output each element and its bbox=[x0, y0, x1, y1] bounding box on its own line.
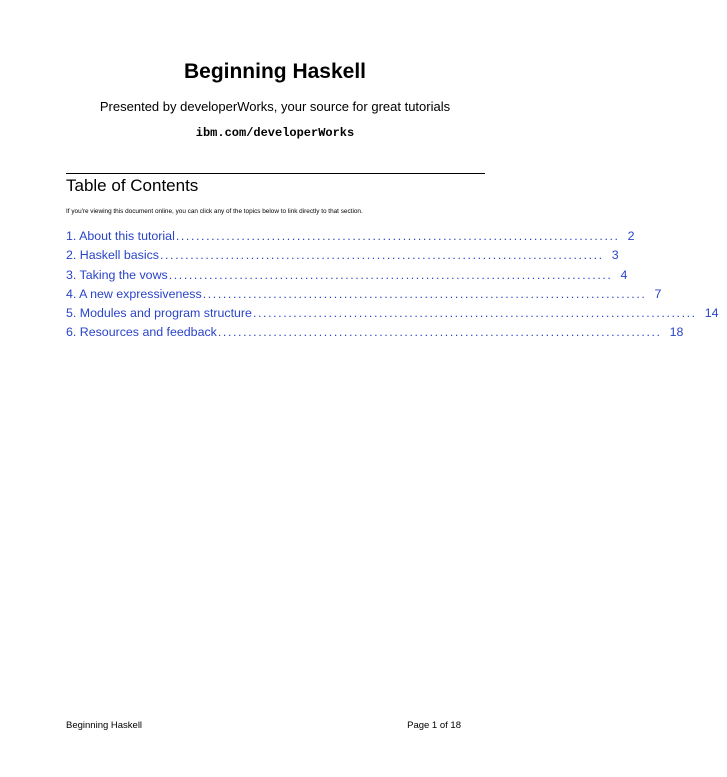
toc-leader-dots: ........................................................................................ bbox=[202, 286, 647, 301]
document-title: Beginning Haskell bbox=[183, 60, 367, 83]
toc-item-page: 4 bbox=[620, 267, 628, 282]
toc-item-page: 3 bbox=[611, 248, 619, 263]
toc-leader-dots: ........................................................................................ bbox=[217, 325, 662, 340]
toc-heading: Table of Contents bbox=[66, 176, 199, 195]
toc-link-about-this-tutorial[interactable] bbox=[66, 229, 635, 248]
toc-item-label: 4. A new expressiveness bbox=[66, 286, 202, 301]
toc-link-a-new-expressiveness[interactable] bbox=[66, 286, 662, 306]
toc-item-label: 6. Resources and feedback bbox=[66, 325, 217, 340]
toc-item-label: 2. Haskell basics bbox=[66, 248, 159, 263]
toc-item-page: 18 bbox=[669, 325, 684, 340]
site-url: ibm.com/developerWorks bbox=[195, 126, 355, 140]
toc-link-haskell-basics[interactable] bbox=[66, 248, 619, 267]
footer-page-number: Page 1 of 18 bbox=[407, 720, 461, 731]
toc-leader-dots: ........................................................................................ bbox=[159, 248, 604, 263]
toc-item-page: 2 bbox=[627, 229, 635, 243]
toc-leader-dots: ........................................................................................ bbox=[168, 267, 613, 282]
toc-leader-dots: ........................................................................................ bbox=[252, 306, 697, 321]
section-divider bbox=[66, 173, 485, 174]
document-subtitle: Presented by developerWorks, your source for great tutorials bbox=[99, 99, 451, 114]
toc-link-modules-and-program-structure[interactable] bbox=[66, 306, 719, 325]
toc-link-resources-and-feedback[interactable] bbox=[66, 325, 684, 344]
toc-leader-dots: ........................................................................................ bbox=[175, 229, 620, 243]
toc-item-label: 5. Modules and program structure bbox=[66, 306, 252, 321]
toc-link-taking-the-vows[interactable] bbox=[66, 267, 628, 287]
toc-item-page: 7 bbox=[654, 286, 662, 301]
toc-item-label: 1. About this tutorial bbox=[66, 229, 175, 243]
footer-document-title: Beginning Haskell bbox=[66, 720, 143, 731]
toc-item-label: 3. Taking the vows bbox=[66, 267, 168, 282]
table-of-contents bbox=[66, 229, 719, 345]
toc-item-page: 14 bbox=[704, 306, 719, 321]
toc-note: If you're viewing this document online, you can click any of the topics below to link directly to that section. bbox=[66, 208, 363, 215]
